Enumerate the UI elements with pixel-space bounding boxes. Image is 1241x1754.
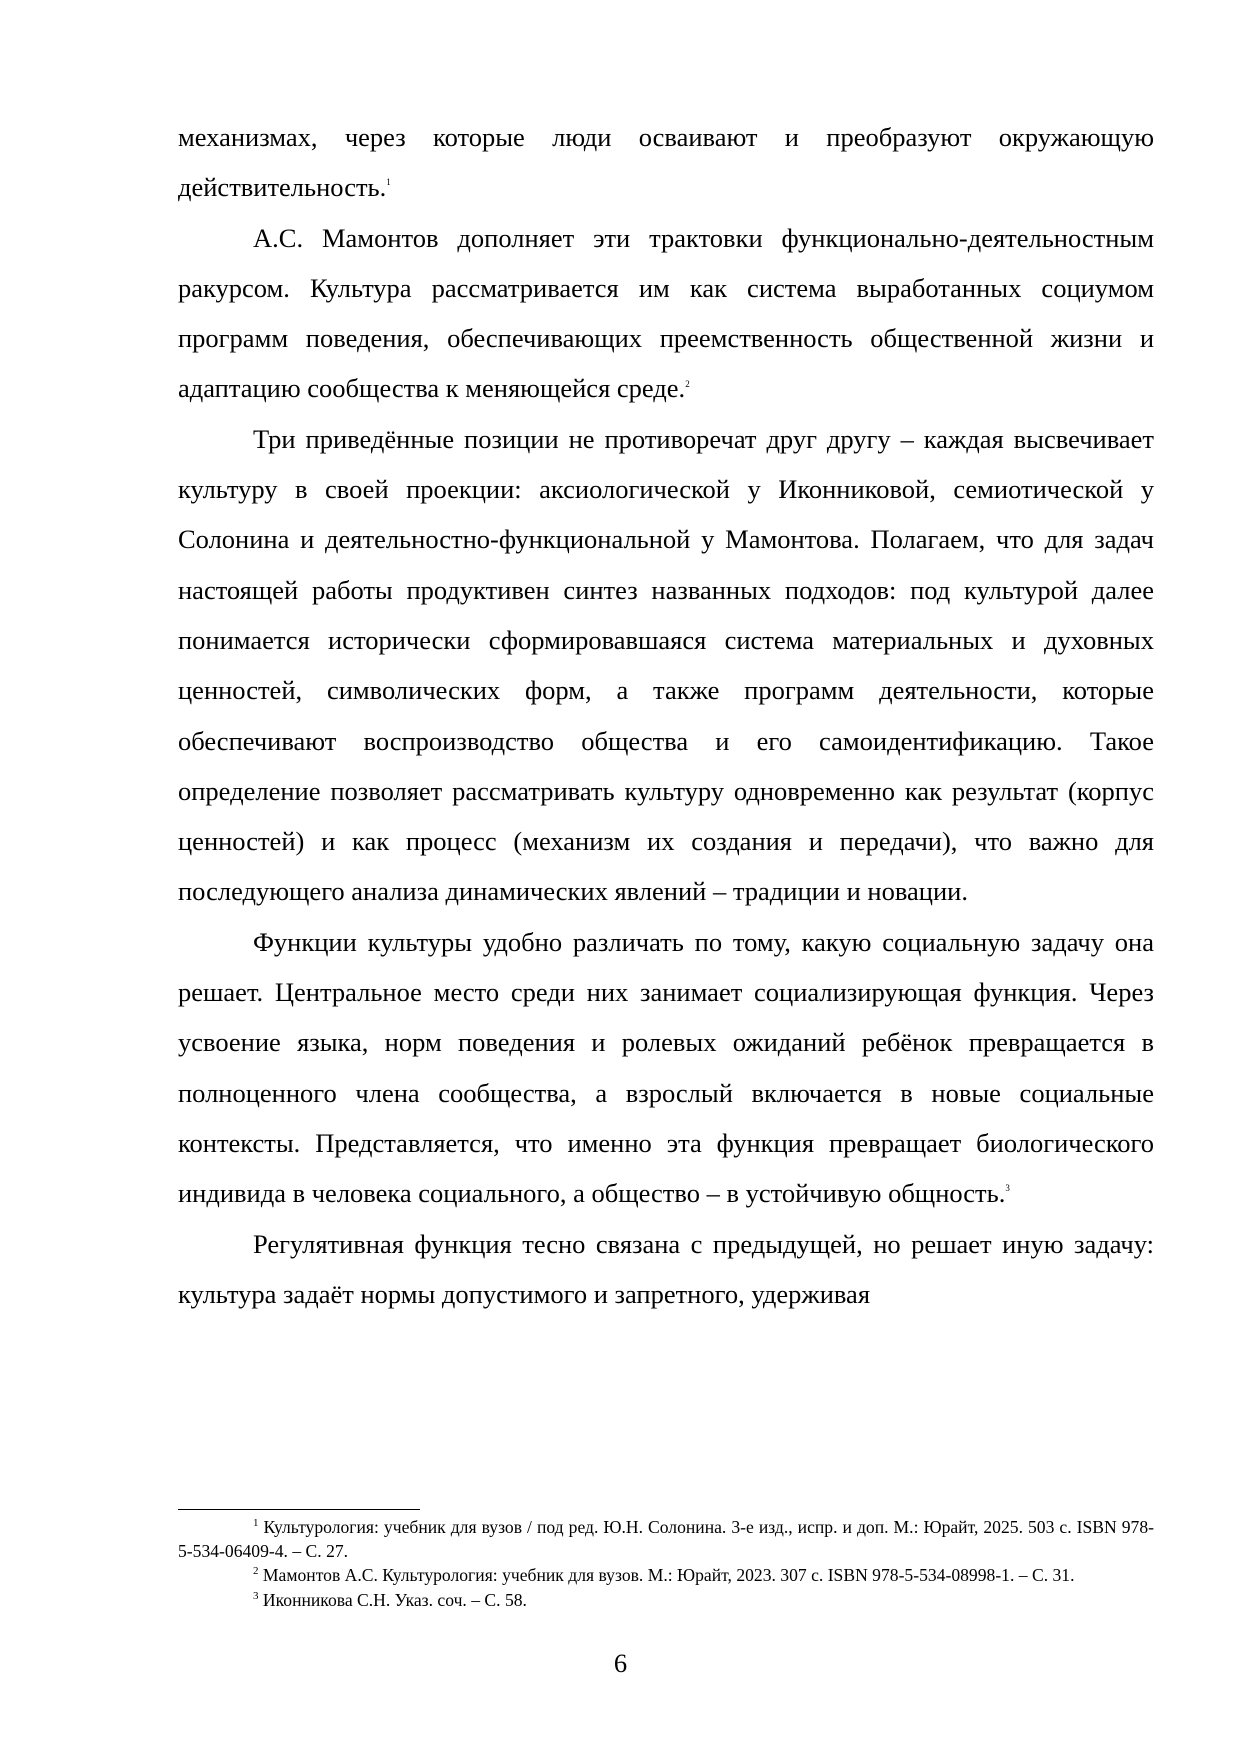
paragraph-text: Регулятивная функция тесно связана с предыдущей, но решает иную задачу: культура задаёт нормы допустимого и запретного, удерживая <box>178 1228 1154 1309</box>
footnote-text: Иконникова С.Н. Указ. соч. – С. 58. <box>262 1589 527 1610</box>
paragraph-2 <box>178 213 1154 414</box>
paragraph-text: Три приведённые позиции не противоречат друг другу – каждая высвечивает культуру в своей проекции: аксиологической у Иконниковой, семиотической у Солонина и деятельностно-функциональной у Мамонтова. Полагаем, что для задач настоящей работы продуктивен синтез названных подходов: под культурой далее понимается исторически сформировавшаяся система материальных и духовных ценностей, символических форм, а также программ деятельности, которые обеспечивают воспроизводство общества и его самоидентификацию. Такое определение позволяет рассматривать культуру одновременно как результат (корпус ценностей) и как процесс (механизм их создания и передачи), что важно для последующего анализа динамических явлений – традиции и новации. <box>178 423 1154 907</box>
footnote-number: 2 <box>253 1565 259 1578</box>
footnote-1 <box>178 1515 1154 1563</box>
paragraph-5 <box>178 1219 1154 1320</box>
footnote-separator <box>178 1509 420 1510</box>
footnote-number: 1 <box>253 1517 259 1530</box>
paragraph-1 <box>178 112 1154 213</box>
page-number: 6 <box>613 1648 628 1678</box>
paragraph-4 <box>178 917 1154 1219</box>
footnote-3 <box>178 1588 1154 1612</box>
footnote-2 <box>178 1563 1154 1587</box>
footnotes-section <box>178 1515 1154 1612</box>
footnote-reference[interactable]: 3 <box>1005 1183 1010 1194</box>
body-text <box>178 112 1154 1319</box>
footnote-text: Мамонтов А.С. Культурология: учебник для вузов. М.: Юрайт, 2023. 307 с. ISBN 978-5-534-08998-1. – С. 31. <box>262 1565 1075 1586</box>
footnote-reference[interactable]: 2 <box>685 378 690 389</box>
paragraph-text: механизмах, через которые люди осваивают и преобразуют окружающую действительность. <box>178 122 1154 203</box>
paragraph-text: Функции культуры удобно различать по тому, какую социальную задачу она решает. Центральное место среди них занимает социализирующая функция. Через усвоение языка, норм поведения и ролевых ожиданий ребёнок превращается в полноценного члена сообщества, а взрослый включается в новые социальные контексты. Представляется, что именно эта функция превращает биологического индивида в человека социального, а общество – в устойчивую общность. <box>178 926 1154 1209</box>
footnote-text: Культурология: учебник для вузов / под ред. Ю.Н. Солонина. 3-е изд., испр. и доп. М.: Юрайт, 2025. 503 с. ISBN 978-5-534-06409-4. – С. 27. <box>178 1517 1154 1562</box>
footnote-number: 3 <box>253 1589 259 1602</box>
footnote-reference[interactable]: 1 <box>386 177 391 188</box>
paragraph-3 <box>178 414 1154 917</box>
paragraph-text: А.С. Мамонтов дополняет эти трактовки функционально-деятельностным ракурсом. Культура рассматривается им как система выработанных социумом программ поведения, обеспечивающих преемственность общественной жизни и адаптацию сообщества к меняющейся среде. <box>178 222 1154 404</box>
